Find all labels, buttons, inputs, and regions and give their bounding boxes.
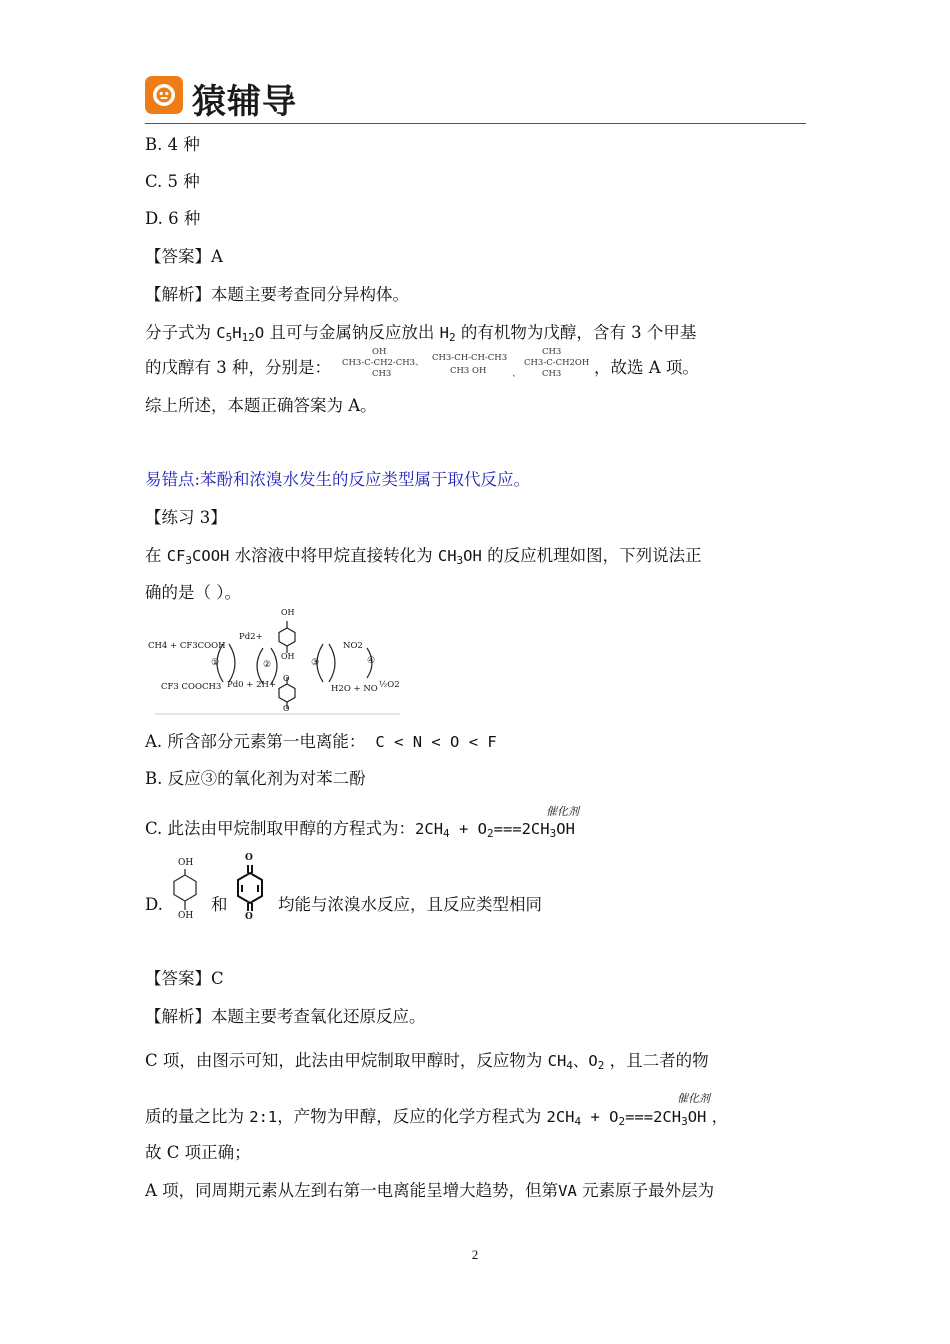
- benzoquinone-o-top: O: [245, 853, 253, 863]
- exercise-title: 【练习 3】: [145, 508, 227, 527]
- diagram-h2o-no: H2O + NO: [331, 684, 378, 694]
- hydroquinone-structure: [165, 858, 205, 926]
- hydroquinone-oh-bottom: OH: [178, 911, 194, 921]
- analysis-2-para-1: C 项，由图示可知，此法由甲烷制取甲醇时，反应物为 $CH_4$、$O_2$ ，且二者的物: [145, 1051, 709, 1072]
- option-b: B. 反应③的氧化剂为对苯二酚: [145, 769, 366, 788]
- pentanol-structure-2: CH3-CH-CH-CH3 CH3 OH: [432, 353, 508, 376]
- exercise-stem-line-2: 确的是（ ）。: [145, 583, 241, 602]
- exercise-stem-line-1: 在 $CF_3COOH$ 水溶液中将甲烷直接转化为 $CH_3OH$ 的反应机理如图，下列说法正: [145, 546, 702, 567]
- page-number: 2: [471, 1247, 479, 1262]
- diagram-pd2: Pd2+: [239, 632, 263, 642]
- option-a: A. 所含部分元素第一电离能： C < N < O < F: [145, 732, 497, 751]
- option-d-text: 均能与浓溴水反应，且反应类型相同: [278, 895, 542, 914]
- analysis-1-para-2-lead: 的戊醇有 3 种，分别是：: [145, 358, 331, 377]
- diagram-step-3: ③: [311, 658, 320, 668]
- option-c-catalyst: 催化剂: [546, 805, 579, 818]
- pentanol-structure-3: CH3 CH3-C-CH2OH CH3: [524, 347, 590, 379]
- diagram-pd0: Pd0 + 2H+: [227, 680, 277, 690]
- analysis-2-para-2: 质的量之比为 2:1，产物为甲醇，反应的化学方程式为 $2CH_4 + O_2===2CH_3OH$ ，: [145, 1107, 729, 1128]
- pentanol-separator: 、: [512, 369, 522, 379]
- analysis-1-conclusion: 综上所述，本题正确答案为 A。: [145, 396, 377, 415]
- analysis-2-para-3: 故 C 项正确；: [145, 1143, 251, 1162]
- diagram-no2: NO2: [343, 641, 363, 651]
- diagram-o-bottom: O: [283, 704, 290, 713]
- option-b-prev: B. 4 种: [145, 135, 200, 154]
- hydroquinone-oh-top: OH: [178, 858, 194, 868]
- analysis-2-catalyst: 催化剂: [677, 1092, 710, 1105]
- option-d-label: D.: [145, 895, 163, 914]
- option-c: C. 此法由甲烷制取甲醇的方程式为：$2CH_4 + O_2===2CH_3OH$: [145, 819, 575, 840]
- diagram-oh-top: OH: [281, 608, 295, 617]
- diagram-half-o2: ½O2: [379, 680, 400, 690]
- benzoquinone-structure: [230, 853, 270, 926]
- answer-1: 【答案】A: [145, 247, 223, 266]
- reaction-mechanism-diagram: [145, 608, 410, 718]
- analysis-2-intro: 【解析】本题主要考查氧化还原反应。: [145, 1007, 426, 1026]
- diagram-step-2: ②: [263, 660, 272, 670]
- brand-logo-icon: [145, 76, 183, 114]
- diagram-step-1: ①: [211, 658, 220, 668]
- pitfall-note: 易错点:苯酚和浓溴水发生的反应类型属于取代反应。: [145, 470, 531, 489]
- answer-2: 【答案】C: [145, 969, 224, 988]
- diagram-ch4-cf3cooh: CH4 + CF3COOH: [148, 641, 226, 651]
- option-d-prev: D. 6 种: [145, 209, 201, 228]
- diagram-o-top: O: [283, 674, 290, 683]
- benzoquinone-o-bottom: O: [245, 912, 253, 922]
- diagram-step-4: ④: [367, 656, 376, 666]
- diagram-oh-bottom: OH: [281, 652, 295, 661]
- pentanol-structure-1: OH CH3-C-CH2-CH3、 CH3: [342, 347, 424, 379]
- analysis-1-para-2-tail: ，故选 A 项。: [594, 358, 699, 377]
- analysis-1-intro: 【解析】本题主要考查同分异构体。: [145, 285, 409, 304]
- header-divider: [145, 123, 806, 124]
- analysis-1-para-1: 分子式为 $C_5H_{12}O$ 且可与金属钠反应放出 $H_2$ 的有机物为戊醇，含有 3 个甲基: [145, 323, 697, 344]
- option-c-prev: C. 5 种: [145, 172, 200, 191]
- diagram-cf3cooch3: CF3 COOCH3: [161, 682, 222, 692]
- option-d-and: 和: [211, 895, 228, 914]
- analysis-2-para-4: A 项，同周期元素从左到右第一电离能呈增大趋势，但第VA 元素原子最外层为: [145, 1181, 715, 1200]
- brand-name: 猿辅导: [192, 82, 297, 122]
